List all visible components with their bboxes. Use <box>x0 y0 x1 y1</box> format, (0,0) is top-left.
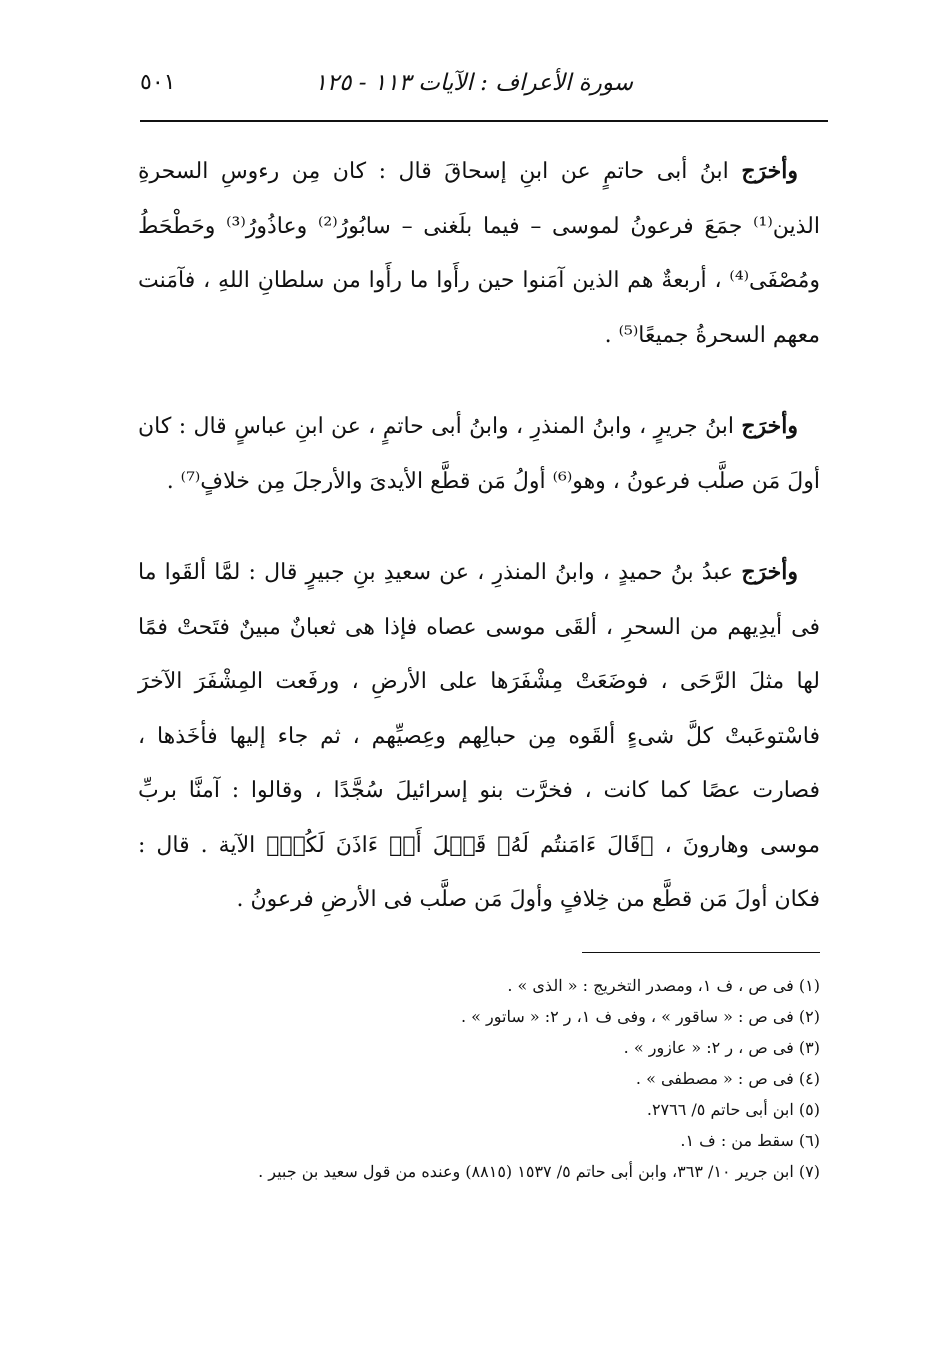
paragraph-lead-word: وأخرَج <box>741 559 798 585</box>
paragraph-1 <box>138 144 820 363</box>
paragraph-2 <box>138 399 820 509</box>
running-header <box>140 64 808 104</box>
surah-verse-title: سورة الأعراف : الآيات ١١٣ - ١٢٥ <box>314 70 633 96</box>
footnotes-list <box>120 970 820 1187</box>
page-number: ٥٠١ <box>140 70 176 95</box>
paragraph-lead-word: وأخرَج <box>741 413 798 439</box>
paragraph-text: ابنُ أبى حاتمٍ عن ابنِ إسحاقَ قال : كان مِن رءوسِ السحرةِ الذين⁽¹⁾ جمَعَ فرعونُ لموسى – فيما بلَغنى – سابُورُ⁽²⁾ وعاذُورُ⁽³⁾ وحَطْحَطُ ومُصْفَى⁽⁴⁾ ، أربعةٌ هم الذين آمَنوا حين رأَوا ما رأَوا من سلطانِ اللهِ ، فآمَنت معهم السحرةُ جميعًا⁽⁵⁾ . <box>138 159 820 348</box>
footnote-4: (٤) فى ص : « مصطفى » . <box>635 1069 820 1088</box>
paragraph-3 <box>138 545 820 928</box>
footnote-2: (٢) فى ص : « ساقور » ، وفى ف ١، ر ٢: « ساتور » . <box>461 1007 820 1026</box>
footnote-1: (١) فى ص ، ف ١، ومصدر التخريج : « الذى » . <box>507 976 820 995</box>
footnote-5: (٥) ابن أبى حاتم ٥/ ٢٧٦٦. <box>646 1100 820 1119</box>
footnote-6: (٦) سقط من : ف ١. <box>680 1131 820 1150</box>
paragraph-text: ابنُ جريرٍ ، وابنُ المنذرِ ، وابنُ أبى حاتمٍ ، عن ابنِ عباسٍ قال : كان أولَ مَن صلَّب فرعونُ ، وهو⁽⁶⁾ أولُ مَن قطَّع الأيدىَ والأرجلَ مِن خلافٍ⁽⁷⁾ . <box>138 414 820 494</box>
footnote-3: (٣) فى ص ، ر ٢: « عازور » . <box>623 1038 820 1057</box>
footnote-divider <box>582 952 820 953</box>
header-divider <box>140 120 828 122</box>
main-text <box>138 144 820 964</box>
paragraph-text: عبدُ بنُ حميدٍ ، وابنُ المنذرِ ، عن سعيدِ بنِ جبيرٍ قال : لمَّا ألقَوا ما فى أيدِيهم من السحرِ ، ألقَى موسى عصاه فإذا هى ثعبانٌ مبينٌ فتَحتْ فمًا لها مثلَ الرَّحَى ، فوضَعَتْ مِشْفَرَها على الأرضِ ، ورفَعت المِشْفَرَ الآخرَ فاسْتوعَبتْ كلَّ شىءٍ ألقَوه مِن حبالِهم وعِصيِّهم ، ثم جاء إليها فأخَذها ، فصارت عصًا كما كانت ، فخرَّت بنو إسرائيلَ سُجَّدًا ، وقالوا : آمنَّا بربِّ موسى وهارونَ ، ﴿قَالَ ءَامَنتُم لَهُۥ قَبۡلَ أَنۡ ءَاذَنَ لَكُمۡ﴾ الآية . قال : فكان أولَ مَن قطَّع من خِلافٍ وأولَ مَن صلَّب فى الأرضِ فرعونُ . <box>138 560 820 912</box>
paragraph-lead-word: وأخرَج <box>741 158 798 184</box>
footnote-7: (٧) ابن جرير ١٠/ ٣٦٣، وابن أبى حاتم ٥/ ١٥٣٧ (٨٨١٥) وعنده من قول سعيد بن جبير . <box>258 1162 820 1181</box>
